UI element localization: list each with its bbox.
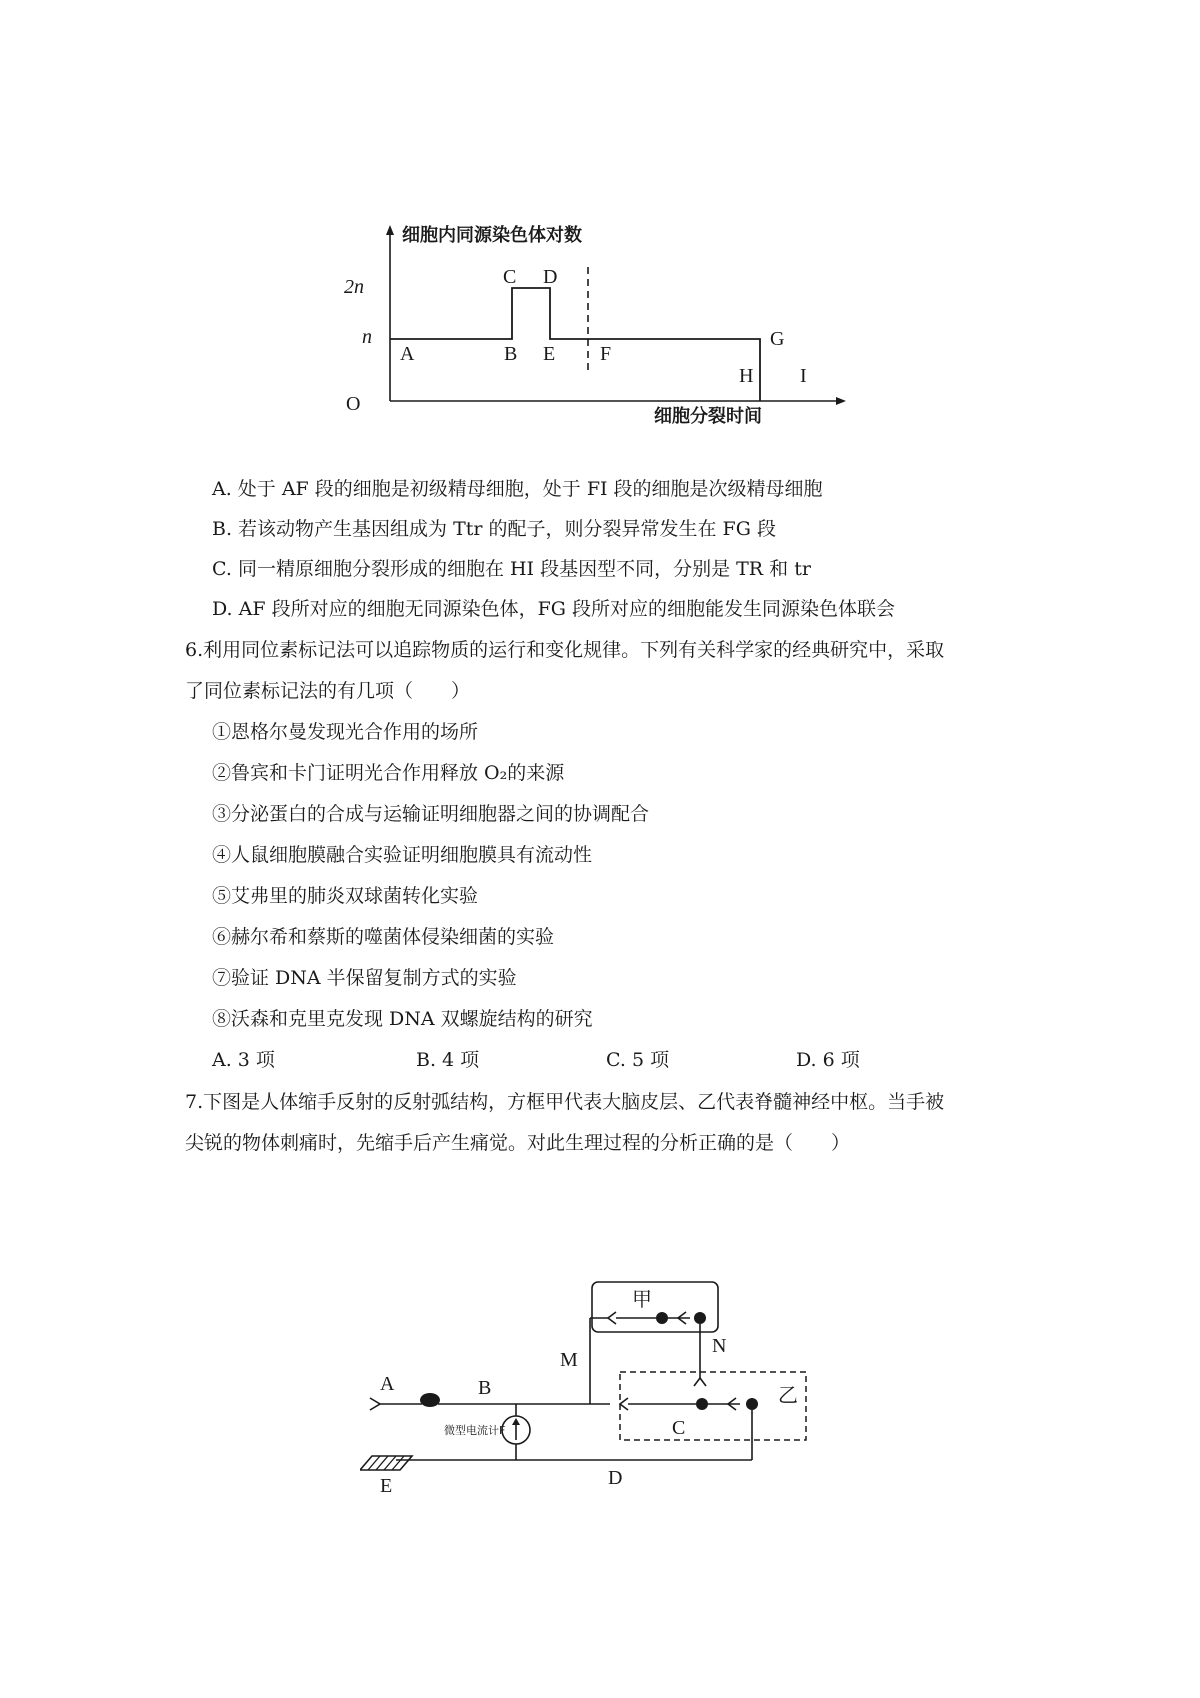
- chromosome-pair-step-line: [390, 288, 760, 401]
- synapse-spinal-entry: [620, 1398, 628, 1410]
- point-I: I: [800, 365, 807, 387]
- y-tick-n: n: [362, 326, 372, 348]
- q6-stem-line1: 6.利用同位素标记法可以追踪物质的运行和变化规律。下列有关科学家的经典研究中，采取: [185, 639, 945, 661]
- point-D: D: [543, 266, 558, 288]
- label-jia: 甲: [632, 1289, 652, 1311]
- y-tick-2n: 2n: [344, 276, 364, 298]
- q6-item-3: ③分泌蛋白的合成与运输证明细胞器之间的协调配合: [212, 803, 650, 825]
- synapse-jia-1: [608, 1312, 616, 1324]
- q6-item-4: ④人鼠细胞膜融合实验证明细胞膜具有流动性: [212, 844, 593, 866]
- label-C: C: [672, 1417, 686, 1439]
- q6-item-7: ⑦验证 DNA 半保留复制方式的实验: [212, 967, 517, 989]
- effector-E: [360, 1456, 412, 1470]
- label-B: B: [478, 1377, 492, 1399]
- q6-option-c: C. 5 项: [606, 1049, 670, 1071]
- cortex-neuron-body-1: [656, 1312, 668, 1324]
- q7-stem-line2: 尖锐的物体刺痛时，先缩手后产生痛觉。对此生理过程的分析正确的是（ ）: [185, 1132, 851, 1154]
- label-meter-F: 微型电流计F: [444, 1424, 506, 1437]
- point-G: G: [770, 328, 785, 350]
- q6-option-b: B. 4 项: [416, 1049, 480, 1071]
- q6-item-8: ⑧沃森和克里克发现 DNA 双螺旋结构的研究: [212, 1008, 593, 1030]
- point-F: F: [600, 343, 612, 365]
- label-E: E: [380, 1475, 393, 1497]
- origin-label: O: [346, 393, 361, 415]
- q6-item-2: ②鲁宾和卡门证明光合作用释放 O₂的来源: [212, 762, 565, 784]
- label-D: D: [608, 1467, 623, 1489]
- q7-stem-line1: 7.下图是人体缩手反射的反射弧结构，方框甲代表大脑皮层、乙代表脊髓神经中枢。当手被: [185, 1091, 945, 1113]
- q6-stem-line2: 了同位素标记法的有几项（ ）: [185, 680, 471, 702]
- q5-option-c: C. 同一精原细胞分裂形成的细胞在 HI 段基因型不同，分别是 TR 和 tr: [212, 558, 811, 580]
- q5-option-b: B. 若该动物产生基因组成为 Ttr 的配子，则分裂异常发生在 FG 段: [212, 518, 776, 540]
- cortex-neuron-body-2: [694, 1312, 706, 1324]
- receptor-A-ending: [370, 1398, 380, 1410]
- point-B: B: [504, 343, 518, 365]
- y-axis-arrow: [386, 225, 394, 235]
- point-A: A: [400, 343, 415, 365]
- x-axis-arrow: [836, 397, 846, 405]
- cortex-box-jia: [592, 1282, 718, 1332]
- q6-item-6: ⑥赫尔希和蔡斯的噬菌体侵染细菌的实验: [212, 926, 555, 948]
- interneuron-body: [696, 1398, 708, 1410]
- q6-option-d: D. 6 项: [796, 1049, 860, 1071]
- y-axis-label: 细胞内同源染色体对数: [402, 225, 582, 246]
- point-H: H: [739, 365, 754, 387]
- chromosome-pair-chart: [340, 225, 860, 465]
- motor-neuron-body: [746, 1398, 758, 1410]
- q5-option-a: A. 处于 AF 段的细胞是初级精母细胞，处于 FI 段的细胞是次级精母细胞: [212, 478, 823, 500]
- q6-option-a: A. 3 项: [212, 1049, 275, 1071]
- reflex-arc-diagram: [360, 1270, 820, 1500]
- label-A: A: [380, 1373, 395, 1395]
- ganglion-cell-body: [420, 1393, 440, 1407]
- q6-item-5: ⑤艾弗里的肺炎双球菌转化实验: [212, 885, 479, 907]
- x-axis-label: 细胞分裂时间: [654, 406, 762, 427]
- label-yi: 乙: [778, 1385, 798, 1407]
- q6-item-1: ①恩格尔曼发现光合作用的场所: [212, 721, 479, 743]
- synapse-N: [694, 1378, 706, 1386]
- point-E: E: [543, 343, 556, 365]
- label-N: N: [712, 1335, 727, 1357]
- label-M: M: [560, 1349, 578, 1371]
- point-C: C: [503, 266, 517, 288]
- q5-option-d: D. AF 段所对应的细胞无同源染色体，FG 段所对应的细胞能发生同源染色体联会: [212, 598, 895, 620]
